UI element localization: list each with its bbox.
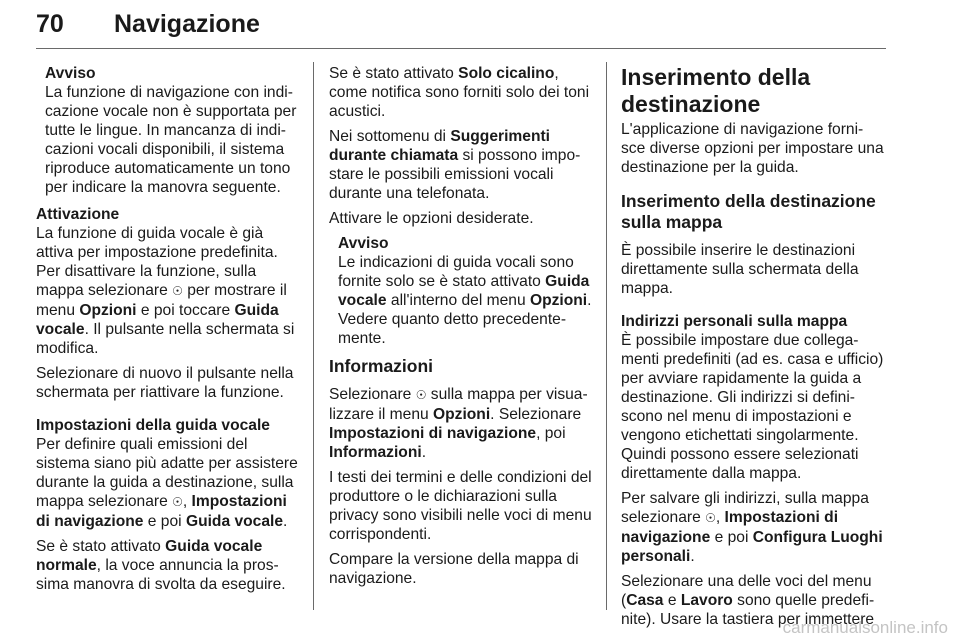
watermark: carmanualsonline.info — [782, 618, 948, 637]
paragraph: Nei sottomenu di Suggerimenti durante chiamata si possono impo-stare le possibili emissioni vocali durante una telefonata. — [329, 128, 581, 202]
page-number: 70 — [36, 10, 64, 38]
paragraph: L'applicazione di navigazione forni-sce diverse opzioni per impostare una destinazione per la guida. — [621, 121, 884, 176]
paragraph: Se è stato attivato Guida vocale normale, la voce annuncia la pros-sima manovra di svolta da eseguire. — [36, 538, 286, 593]
column-divider-2 — [606, 62, 607, 610]
paragraph: È possibile inserire le destinazioni direttamente sulla schermata della mappa. — [621, 242, 859, 297]
paragraph: È possibile impostare due collega-menti predefiniti (ad es. casa e ufficio) per avviare rapidamente la guida a destinazione. Gli indirizzi si defini-scono nel menu di impostazioni e vengono etichettati singolarmente. Quindi possono essere selezionati direttamente dalla mappa. — [621, 332, 884, 482]
section-heading-attivazione: Attivazione — [36, 206, 120, 223]
paragraph: Compare la versione della mappa di navigazione. — [329, 551, 579, 587]
column-divider-1 — [313, 62, 314, 610]
subsection-heading-minor: Indirizzi personali sulla mappa — [621, 313, 848, 330]
menu-target-icon: ☉ — [172, 284, 183, 298]
column-1 — [36, 64, 298, 600]
note-title: Avviso — [338, 235, 389, 252]
paragraph: Per definire quali emissioni del sistema siano più adatte per assistere durante la guida a destinazione, sulla mappa selezionare ☉, Impostazioni di navigazione e poi Guida vocale. — [36, 436, 298, 530]
paragraph: Selezionare di nuovo il pulsante nella schermata per riattivare la funzione. — [36, 365, 294, 401]
column-3 — [621, 64, 887, 635]
paragraph: Attivare le opzioni desiderate. — [329, 210, 534, 227]
note-text: Le indicazioni di guida vocali sono fornite solo se è stato attivato Guida vocale all'interno del menu Opzioni. Vedere quanto detto precedente-mente. — [338, 254, 592, 347]
page-title: Navigazione — [114, 10, 260, 38]
note-box — [36, 64, 298, 197]
paragraph: I testi dei termini e delle condizioni del produttore o le dichiarazioni sulla privacy sono visibili nelle voci di menu corrispondenti. — [329, 469, 592, 543]
note-title: Avviso — [45, 65, 96, 82]
paragraph: Se è stato attivato Solo cicalino, come notifica sono forniti solo dei toni acustici. — [329, 65, 590, 120]
paragraph: La funzione di guida vocale è già attiva per impostazione predefinita. Per disattivare la funzione, sulla mappa selezionare ☉ per mostrare il menu Opzioni e poi toccare Guida vocale. Il pulsante nella schermata si modifica. — [36, 225, 295, 357]
header-divider — [36, 48, 886, 49]
menu-target-icon: ☉ — [415, 388, 427, 402]
paragraph: Selezionare ☉ sulla mappa per visua-lizzare il menu Opzioni. Selezionare Impostazioni di navigazione, poi Informazioni. — [329, 386, 588, 461]
section-heading-impostazioni: Impostazioni della guida vocale — [36, 417, 270, 434]
note-text: La funzione di navigazione con indi-cazione vocale non è supportata per tutte le lingue. In mancanza di indi-cazioni vocali disponibili, il sistema riproduce automaticamente un tono per indicare la manovra seguente. — [45, 84, 297, 196]
section-title: Inserimento della destinazione — [621, 64, 811, 117]
column-2 — [329, 64, 593, 594]
menu-target-icon: ☉ — [172, 495, 183, 509]
page-header — [36, 4, 886, 44]
subsection-heading: Inserimento della destinazione sulla mappa — [621, 191, 876, 232]
note-box — [329, 234, 593, 348]
paragraph: Per salvare gli indirizzi, sulla mappa selezionare ☉, Impostazioni di navigazione e poi Configura Luoghi personali. — [621, 490, 883, 565]
menu-target-icon: ☉ — [705, 511, 716, 525]
paragraph: Selezionare una delle voci del menu (Casa e Lavoro sono quelle predefi-nite). Usare la tastiera per immettere — [621, 573, 875, 628]
section-heading-informazioni: Informazioni — [329, 356, 434, 376]
